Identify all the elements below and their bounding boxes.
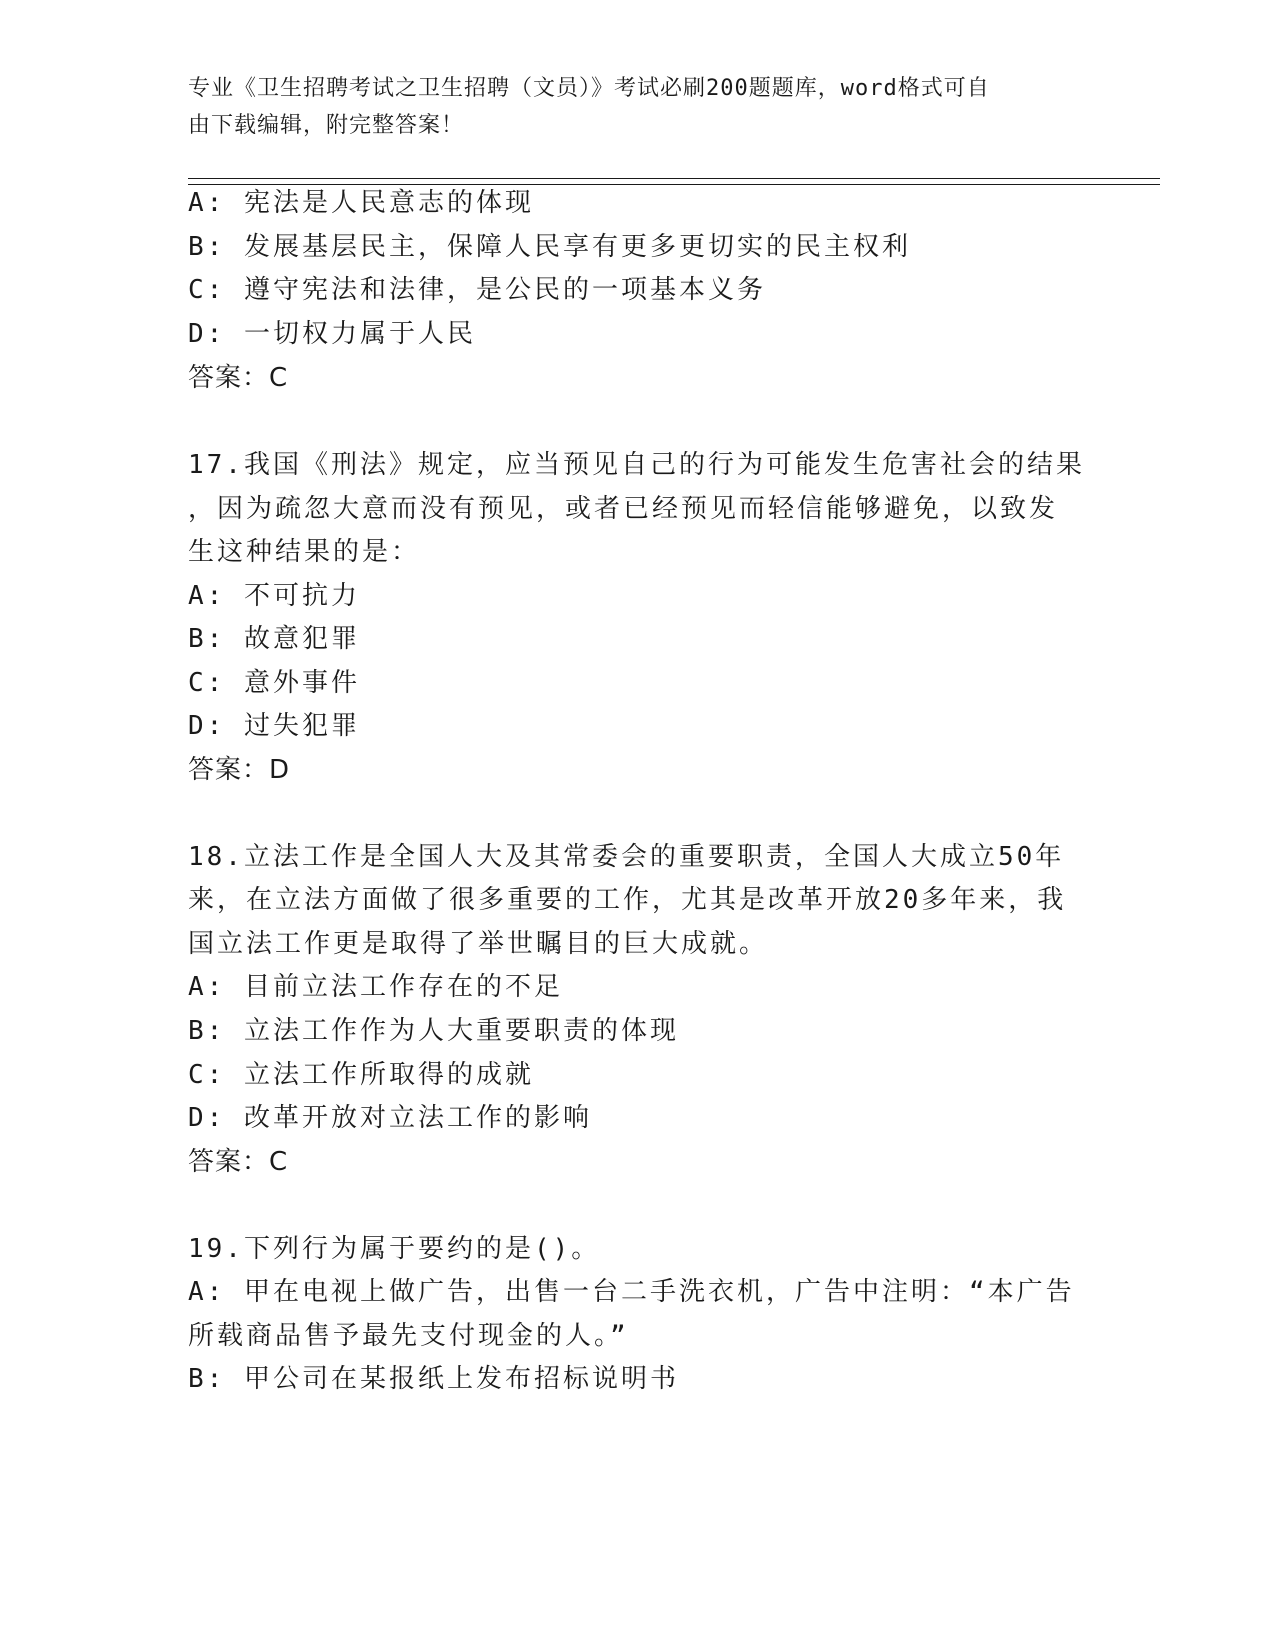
q17-option-c: C: 意外事件 [188,668,360,698]
q17-option-a: A: 不可抗力 [188,581,360,611]
q18-option-a: A: 目前立法工作存在的不足 [188,972,563,1002]
q18-option-b: B: 立法工作作为人大重要职责的体现 [188,1016,679,1046]
q18-option-d: D: 改革开放对立法工作的影响 [188,1103,592,1133]
q18-stem-line-1: 18.立法工作是全国人大及其常委会的重要职责，全国人大成立50年 [188,842,1065,872]
q19-option-b: B: 甲公司在某报纸上发布招标说明书 [188,1364,679,1394]
q19-option-a-line-2: 所载商品售予最先支付现金的人。” [188,1321,629,1351]
q19-stem-line-1: 19.下列行为属于要约的是()。 [188,1234,601,1264]
q18-answer: 答案：C [188,1147,289,1177]
q19-option-a-line-1: A: 甲在电视上做广告，出售一台二手洗衣机，广告中注明：“本广告 [188,1277,1075,1307]
q17-answer: 答案：D [188,755,291,785]
header-line-2: 由下载编辑，附完整答案！ [188,113,465,138]
q17-stem-line-2: ，因为疏忽大意而没有预见，或者已经预见而轻信能够避免，以致发 [188,494,1059,524]
q17-stem-line-3: 生这种结果的是： [188,537,421,567]
document-header [188,70,1068,144]
q16-answer: 答案：C [188,363,289,393]
q18-stem-line-2: 来，在立法方面做了很多重要的工作，尤其是改革开放20多年来，我 [188,885,1067,915]
header-line-1: 专业《卫生招聘考试之卫生招聘（文员）》考试必刷200题题库，word格式可自 [188,76,990,101]
q16-option-a: A: 宪法是人民意志的体现 [188,188,534,218]
q16-option-b: B: 发展基层民主，保障人民享有更多更切实的民主权利 [188,232,911,262]
q18-option-c: C: 立法工作所取得的成就 [188,1060,534,1090]
q16-option-d: D: 一切权力属于人民 [188,319,476,349]
q18-stem-line-3: 国立法工作更是取得了举世瞩目的巨大成就。 [188,929,769,959]
q16-option-c: C: 遵守宪法和法律，是公民的一项基本义务 [188,275,766,305]
q17-stem-line-1: 17.我国《刑法》规定，应当预见自己的行为可能发生危害社会的结果 [188,450,1085,480]
q17-option-d: D: 过失犯罪 [188,711,360,741]
q17-option-b: B: 故意犯罪 [188,624,360,654]
